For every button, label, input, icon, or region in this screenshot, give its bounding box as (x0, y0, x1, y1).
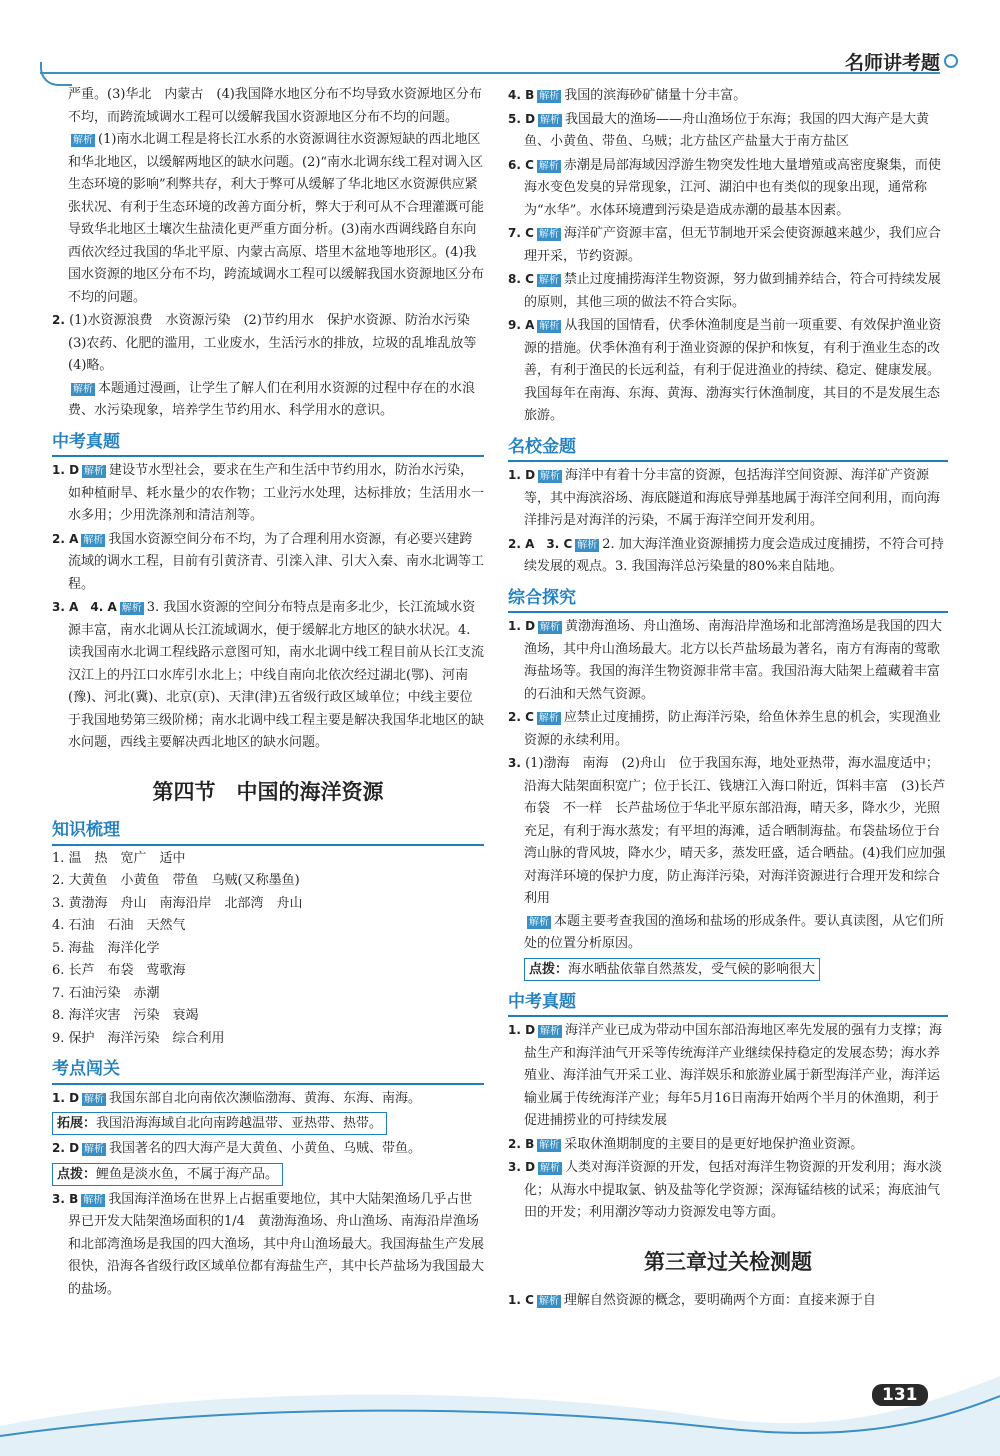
answer-item: 2. A 解析 我国水资源空间分布不均，为了合理利用水资源，有必要兴建跨流域的调水工程，目前有引黄济青、引滦入津、引大入秦、南水北调等工程。 (52, 531, 485, 592)
analysis-tag: 解析 (84, 1093, 105, 1105)
right-column (508, 84, 959, 1313)
page-header-title: 名师讲考题 (844, 52, 940, 74)
analysis-tag: 解析 (540, 1163, 561, 1174)
analysis-tag: 解析 (539, 1139, 560, 1151)
answer-item: 2. A 3. C 解析 2. 加大海洋渔业资源捕捞力度会造成过度捕捞，不符合可持续发展的观点。3. 我国海洋总污染量的80%来自陆地。 (508, 536, 944, 574)
answer-item: 9. A 解析 从我国的国情看，伏季休渔制度是当前一项重要、有效保护渔业资源的措施。伏季休渔有利于渔业资源的保护和恢复，有利于渔业生态的改善，有利于渔民的长远利益，有利于促进渔业的持续、稳定、健康发展。我国每年在南海、东海、黄海、渤海实行休渔制度，其目的不是发展生态旅游。 (508, 318, 942, 423)
list-item: 1. 温 热 宽广 适中 (52, 850, 186, 866)
list-item: 3. 黄渤海 舟山 南海沿岸 北部湾 舟山 (52, 895, 303, 911)
section-heading: 综合探究 (508, 587, 948, 614)
answer-item: 3. (1)渤海 南海 (2)舟山 位于我国东海，地处亚热带，海水温度适中；沿海大陆架面积宽广；位于长江、钱塘江入海口附近，饵料丰富 (3)长芦 布袋 不一样 长芦盐场位于华北平原东部沿海，晴天多，降水少，光照充足，有利于海水蒸发；有平坦的海滩，适合晒制海盐。布袋盐场位于台湾山脉的背风坡，降水少，晴天多，蒸发旺盛，适合晒盐。(4)我们应加强对海洋环境的保护力度，防止海洋污染，对海洋资源进行合理开发和综合利用 (508, 756, 959, 906)
analysis-tag: 解析 (529, 916, 549, 928)
answer-item: 4. B 解析 我国的滨海砂矿储量十分丰富。 (508, 88, 747, 103)
section-heading: 考点闯关 (52, 1058, 484, 1085)
answer-item: 1. D 解析 黄渤海渔场、舟山渔场、南海沿岸渔场和北部湾渔场是我国的四大渔场，其中舟山渔场最大。北方以长芦盐场最为著名，南方有海南的莺歌海盐场等。我国的海洋生物资源非常丰富。我国沿海大陆架上蕴藏着丰富的石油和天然气资源。 (508, 619, 943, 702)
analysis-tag: 解析 (539, 91, 560, 102)
extension-box: 拓展：我国沿海海域自北向南跨越温带、亚热带、热带。 (52, 1112, 387, 1135)
list-item: 2. 大黄鱼 小黄鱼 带鱼 乌贼(又称墨鱼) (52, 873, 300, 888)
analysis-tag: 解析 (538, 229, 559, 240)
analysis-tag: 解析 (540, 114, 561, 126)
list-item: 7. 石油污染 赤潮 (52, 985, 160, 1001)
page-number: 131 (872, 1384, 928, 1406)
section-heading: 知识梳理 (52, 819, 484, 846)
answer-text: 严重。(3)华北 内蒙古 (4)我国降水地区分布不均导致水资源地区分布不均，而跨流域调水工程可以缓解我国水资源地区分布不均的问题。 (68, 87, 482, 125)
header-circle-icon (944, 54, 958, 68)
left-column (52, 84, 490, 1301)
list-item: 4. 石油 石油 天然气 (52, 918, 186, 933)
answer-item: 3. D 解析 人类对海洋资源的开发，包括对海洋生物资源的开发利用；海水淡化；从海水中提取氯、钠及盐等化学资源；深海锰结核的试采；海底油气田的开发；利用潮汐等动力资源发电等方面。 (508, 1160, 943, 1220)
answer-item: 2. (1)水资源浪费 水资源污染 (2)节约用水 保护水资源、防治水污染 (3)农药、化肥的滥用，工业废水，生活污水的排放，垃圾的乱堆乱放等 (4)略。 (52, 313, 490, 373)
analysis-tag: 解析 (538, 275, 559, 286)
analysis-tag: 解析 (73, 135, 93, 146)
answer-item: 2. D 解析 我国著名的四大海产是大黄鱼、小黄鱼、乌贼、带鱼。 (52, 1141, 422, 1156)
section-heading: 中考真题 (52, 431, 484, 458)
analysis-tag: 解析 (73, 383, 93, 395)
list-item: 6. 长芦 布袋 莺歌海 (52, 963, 186, 978)
analysis-tag: 解析 (83, 1194, 104, 1206)
answer-item: 5. D 解析 我国最大的渔场——舟山渔场位于东海；我国的四大海产是大黄鱼、小黄鱼、带鱼、乌贼；北方盐区产盐量大于南方盐区 (508, 111, 930, 149)
answer-item: 1. C 解析 理解自然资源的概念，要明确两个方面：直接来源于自 (508, 1293, 876, 1308)
list-item: 9. 保护 海洋污染 综合利用 (52, 1030, 225, 1046)
analysis-tag: 解析 (83, 534, 104, 546)
explanation: 解析 (1)南水北调工程是将长江水系的水资源调往水资源短缺的西北地区和华北地区，以缓解两地区的缺水问题。(2)“南水北调东线工程对调入区生态环境的影响”利弊共存，利大于弊可从缓解了华北地区水资源供应紧张状况、有利于生态环境的改善方面分析，弊大于利可从不合理灌溉可能导致华北地区土壤次生盐渍化更严重方面分析。(3)南水西调线路自东向西依次经过我国的华北平原、内蒙古高原、塔里木盆地等地形区。(4)我国水资源的地区分布不均，跨流域调水工程可以缓解我国水资源地区分布不均的问题。 (68, 132, 485, 305)
analysis-tag: 解析 (84, 466, 105, 477)
analysis-tag: 解析 (538, 713, 559, 724)
analysis-tag: 解析 (538, 1296, 559, 1307)
list-item: 5. 海盐 海洋化学 (52, 940, 160, 956)
tip-box: 点拨：海水晒盐依靠自然蒸发，受气候的影响很大 (524, 958, 820, 981)
chapter-title: 第四节 中国的海洋资源 (152, 779, 384, 804)
explanation: 解析 本题通过漫画，让学生了解人们在利用水资源的过程中存在的水浪费、水污染现象，培养学生节约用水、科学用水的意识。 (68, 380, 476, 418)
knowledge-list (52, 848, 484, 1051)
answer-item: 1. D 解析 海洋产业已成为带动中国东部沿海地区率先发展的强有力支撑；海盐生产和海洋油气开采等传统海洋产业继续保持稳定的发展态势；海水养殖业、海洋油气开采工业、海洋娱乐和旅游业属于新型海洋产业，海洋运输业属于传统海洋产业；每年5月16日南海开始两个半月的休渔期，利于促进捕捞业的可持续发展 (508, 1023, 943, 1128)
header-curve (40, 62, 72, 86)
analysis-tag: 解析 (539, 321, 560, 332)
analysis-tag: 解析 (121, 603, 142, 614)
answer-item: 2. B 解析 采取休渔期制度的主要目的是更好地保护渔业资源。 (508, 1136, 864, 1152)
analysis-tag: 解析 (538, 160, 559, 172)
header-rule (40, 72, 940, 74)
answer-item: 1. D 解析 建设节水型社会，要求在生产和生活中节约用水，防治水污染，如种植耐旱、耗水量少的农作物；工业污水处理，达标排放；生活用水一水多用；少用洗涤剂和清洁剂等。 (52, 463, 485, 523)
analysis-tag: 解析 (540, 622, 561, 633)
answer-item: 7. C 解析 海洋矿产资源丰富，但无节制地开采会使资源越来越少，我们应合理开采，节约资源。 (508, 226, 941, 264)
analysis-tag: 解析 (540, 1026, 561, 1037)
answer-item: 1. D 解析 海洋中有着十分丰富的资源，包括海洋空间资源、海洋矿产资源等，其中海滨浴场、海底隧道和海底导弹基地属于海洋空间利用，而向海洋排污是对海洋的污染，不属于海洋空间开发利用。 (508, 468, 941, 528)
answer-item: 3. B 解析 我国海洋渔场在世界上占据重要地位，其中大陆架渔场几乎占世界已开发大陆架渔场面积的1/4 黄渤海渔场、舟山渔场、南海沿岸渔场和北部湾渔场是我国的四大渔场，其中舟山渔场最大。我国海盐生产发展很快，沿海各省级行政区域单位都有海盐生产，其中长芦盐场为我国最大的盐场。 (52, 1191, 485, 1297)
analysis-tag: 解析 (540, 471, 561, 482)
answer-item: 1. D 解析 我国东部自北向南依次濒临渤海、黄海、东海、南海。 (52, 1090, 422, 1106)
tip-box: 点拨：鲤鱼是淡水鱼，不属于海产品。 (52, 1163, 283, 1186)
chapter-title: 第三章过关检测题 (644, 1249, 812, 1274)
list-item: 8. 海洋灾害 污染 衰竭 (52, 1008, 199, 1023)
analysis-tag: 解析 (84, 1144, 105, 1155)
section-heading: 中考真题 (508, 991, 948, 1018)
analysis-tag: 解析 (577, 539, 598, 551)
answer-item: 8. C 解析 禁止过度捕捞海洋生物资源，努力做到捕养结合，符合可持续发展的原则，其他三项的做法不符合实际。 (508, 272, 941, 310)
footer-wave-decoration (0, 1366, 1000, 1456)
explanation: 解析 本题主要考查我国的渔场和盐场的形成条件。要认真读图，从它们所处的位置分析原因。 (524, 913, 945, 951)
answer-item: 6. C 解析 赤潮是局部海域因浮游生物突发性地大量增殖或高密度聚集，而使海水变色发臭的异常现象，江河、湖泊中也有类似的现象出现，通常称为“水华”。水体环境遭到污染是造成赤潮的最基本因素。 (508, 157, 941, 218)
answer-item: 2. C 解析 应禁止过度捕捞，防止海洋污染，给鱼休养生息的机会，实现渔业资源的永续利用。 (508, 710, 941, 748)
section-heading: 名校金题 (508, 436, 948, 463)
answer-item: 3. A 4. A 解析 3. 我国水资源的空间分布特点是南多北少，长江流域水资源丰富，南水北调从长江流域调水，便于缓解北方地区的缺水状况。4. 读我国南水北调工程线路示意图可知，南水北调中线工程目前从长江支流汉江上的丹江口水库引水北上；中线自南向北依次经过湖北(鄂)、河南(豫)、河北(冀)、北京(京)、天津(津)五省级行政区域单位；中线主要位于我国地势第三级阶梯；南水北调中线工程主要是解决我国华北地区的缺水问题，西线主要解决西北地区的缺水问题。 (52, 600, 485, 750)
